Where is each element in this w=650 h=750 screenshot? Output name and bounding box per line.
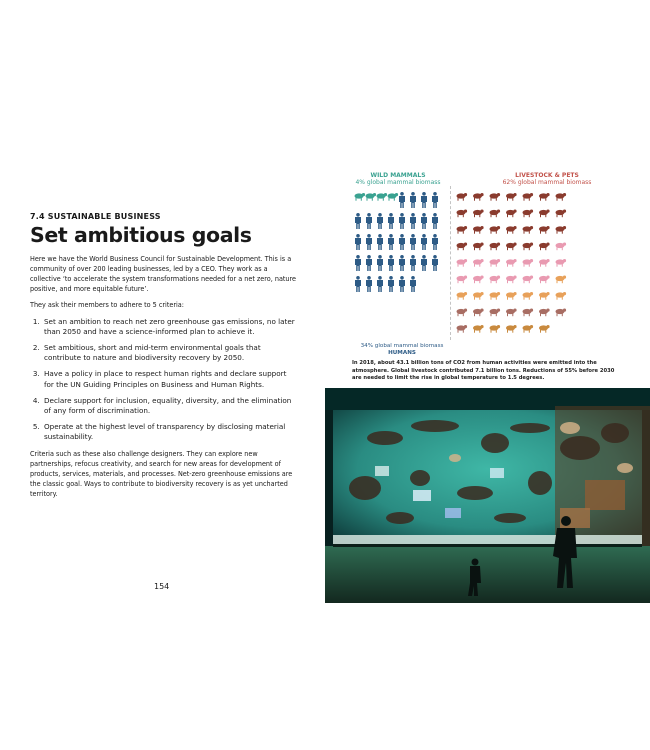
cattle-icon [523, 210, 534, 218]
pig-icon [506, 259, 517, 267]
pig-icon [556, 243, 567, 251]
section-label: 7.4 SUSTAINABLE BUSINESS [30, 212, 161, 221]
cattle-icon [457, 193, 468, 201]
cattle-icon [523, 226, 534, 234]
page-number: 154 [154, 582, 170, 591]
cattle-icon [539, 243, 550, 251]
pig-icon [473, 276, 484, 284]
human-icon [432, 192, 438, 208]
criteria-item: 4. Declare support for inclusion, equality, diversity, and the elimination of any form of discrimination. [42, 396, 298, 416]
cattle-icon [506, 210, 517, 218]
closing-paragraph: Criteria such as these also challenge designers. They can explore new partnerships, refocus creativity, and search for new areas for development of products, services, materials, and processes. Net-zero greenhouse emissions are the classic goal. Ways to contribute to biodiversity recovery is as yet uncharted territory. [30, 448, 293, 499]
wild-mammal-icon [355, 193, 366, 201]
cattle-icon [556, 226, 567, 234]
humans-label: 34% global mammal biomass HUMANS [360, 343, 444, 356]
sheep-icon [457, 309, 468, 317]
livestock-pets-title: LIVESTOCK & PETS 62% global mammal biomass [492, 172, 602, 186]
human-icon [410, 276, 416, 292]
cattle-icon [473, 243, 484, 251]
sheep-icon [473, 309, 484, 317]
human-icon [421, 192, 427, 208]
criteria-item: 3. Have a policy in place to respect human rights and declare support for the UN Guiding Principles on Business and Human Rights. [42, 369, 298, 389]
cattle-icon [506, 193, 517, 201]
pig-icon [539, 276, 550, 284]
human-icon [399, 234, 405, 250]
poultry-icon [556, 276, 567, 284]
human-icon [432, 213, 438, 229]
human-icon [399, 255, 405, 271]
cattle-icon [556, 210, 567, 218]
human-icon [355, 276, 361, 292]
cattle-icon [457, 243, 468, 251]
text-column [30, 212, 298, 506]
criteria-lead: They ask their members to adhere to 5 criteria: [30, 300, 184, 310]
page-title: Set ambitious goals [30, 223, 252, 247]
human-icon [432, 234, 438, 250]
cattle-icon [457, 226, 468, 234]
pig-icon [523, 259, 534, 267]
human-icon [421, 234, 427, 250]
poultry-icon [506, 292, 517, 300]
cattle-icon [539, 193, 550, 201]
cattle-icon [523, 193, 534, 201]
human-icon [421, 255, 427, 271]
criteria-item: 5. Operate at the highest level of transparency by disclosing material sustainability. [42, 422, 298, 442]
human-icon [399, 213, 405, 229]
human-icon [366, 234, 372, 250]
sheep-icon [506, 309, 517, 317]
cattle-icon [490, 226, 501, 234]
human-icon [377, 276, 383, 292]
poultry-icon [457, 292, 468, 300]
pet-icon [490, 325, 501, 333]
sheep-icon [457, 325, 468, 333]
intro-paragraph: Here we have the World Business Council for Sustainable Development. This is a community of over 200 leading businesses, led by a CEO. They work as a collective ‘to accelerate the system transformations needed for a net zero, nature positive, and more equitable future’. [30, 253, 297, 294]
emissions-caption: In 2018, about 43.1 billion tons of CO2 from human activities were emitted into the atmosphere. Global livestock contributed 7.1 billion tons. Reductions of 55% before 2030 are needed to limit the rise in global temperature to 1.5 degrees. [352, 360, 615, 382]
sheep-icon [539, 309, 550, 317]
criteria-list [30, 317, 298, 443]
poultry-icon [539, 292, 550, 300]
criteria-item: 1. Set an ambition to reach net zero greenhouse gas emissions, no later than 2050 and have a science-informed plan to achieve it. [42, 317, 298, 337]
cattle-icon [490, 243, 501, 251]
human-icon [366, 213, 372, 229]
wild-mammal-icon [388, 193, 399, 201]
human-icon [377, 213, 383, 229]
human-icon [421, 213, 427, 229]
cattle-icon [523, 243, 534, 251]
human-icon [366, 276, 372, 292]
pet-icon [506, 325, 517, 333]
wild-mammals-subtitle: 4% global mammal biomass [355, 179, 441, 186]
museum-biodiversity-wall-image [325, 388, 650, 603]
human-icon [366, 255, 372, 271]
human-icon [432, 255, 438, 271]
criteria-item: 2. Set ambitious, short and mid-term environmental goals that contribute to nature and biodiversity recovery by 2050. [42, 343, 298, 363]
poultry-icon [490, 292, 501, 300]
cattle-icon [473, 210, 484, 218]
human-icon [388, 276, 394, 292]
pet-icon [539, 325, 550, 333]
livestock-pets-subtitle: 62% global mammal biomass [502, 179, 592, 186]
pet-icon [523, 325, 534, 333]
pig-icon [506, 276, 517, 284]
pig-icon [556, 259, 567, 267]
sheep-icon [556, 309, 567, 317]
cattle-icon [506, 226, 517, 234]
human-icon [410, 213, 416, 229]
pet-icon [473, 325, 484, 333]
pig-icon [490, 259, 501, 267]
poultry-icon [473, 292, 484, 300]
cattle-icon [490, 210, 501, 218]
cattle-icon [490, 193, 501, 201]
pig-icon [457, 276, 468, 284]
poultry-icon [556, 292, 567, 300]
cattle-icon [473, 226, 484, 234]
cattle-icon [506, 243, 517, 251]
human-icon [399, 276, 405, 292]
wild-mammals-title: WILD MAMMALS 4% global mammal biomass [352, 172, 444, 186]
poultry-icon [523, 292, 534, 300]
human-icon [355, 234, 361, 250]
cattle-icon [473, 193, 484, 201]
human-icon [388, 234, 394, 250]
human-icon [399, 192, 405, 208]
sheep-icon [523, 309, 534, 317]
human-icon [377, 255, 383, 271]
cattle-icon [539, 226, 550, 234]
human-icon [355, 213, 361, 229]
human-icon [388, 255, 394, 271]
human-icon [410, 255, 416, 271]
human-icon [388, 213, 394, 229]
cattle-icon [457, 210, 468, 218]
pig-icon [523, 276, 534, 284]
wild-mammal-icon [377, 193, 388, 201]
human-icon [410, 234, 416, 250]
sheep-icon [490, 309, 501, 317]
human-icon [355, 255, 361, 271]
pig-icon [490, 276, 501, 284]
human-icon [410, 192, 416, 208]
museum-photo [325, 388, 650, 603]
pig-icon [473, 259, 484, 267]
cattle-icon [556, 193, 567, 201]
mammal-biomass-infographic [352, 170, 622, 388]
wild-mammal-icon [366, 193, 377, 201]
human-icon [377, 234, 383, 250]
pig-icon [457, 259, 468, 267]
cattle-icon [539, 210, 550, 218]
pig-icon [539, 259, 550, 267]
